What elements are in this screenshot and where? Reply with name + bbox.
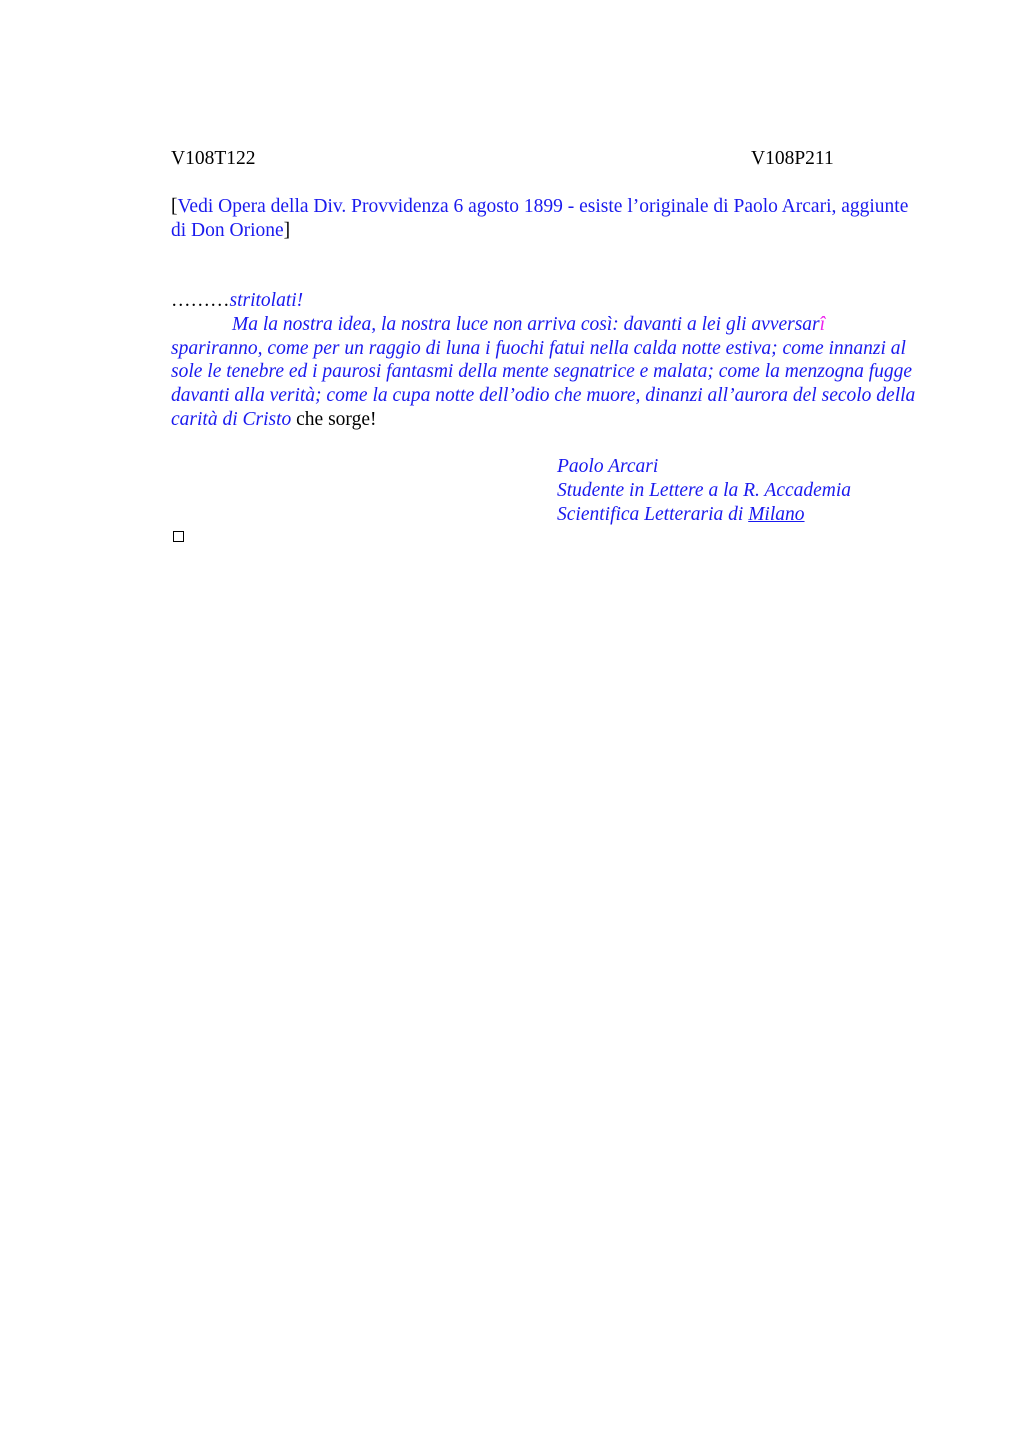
letter-body [171,289,916,432]
end-marker-box-icon [173,531,184,542]
editorial-note [171,195,911,242]
opening-line [171,289,916,313]
document-code-left: V108T122 [171,148,256,169]
signature-line-2: Studente in Lettere a la R. Accademia [557,479,852,501]
signature-name: Paolo Arcari [557,456,659,477]
paragraph-marked-char: î [819,313,826,335]
note-close-bracket: ] [283,219,291,241]
signature-block [557,455,851,526]
opening-ellipsis: ……… [171,290,230,311]
main-paragraph [171,313,916,432]
signature-line-3-prefix: Scientifica Letteraria di [557,503,749,525]
signature-line-3 [557,503,851,527]
note-text: Vedi Opera della Div. Provvidenza 6 agosto 1899 - esiste l’originale di Paolo Arcari, aggiunte di Don Orione [171,196,909,241]
paragraph-main-text: Ma la nostra idea, la nostra luce non arriva così: davanti a lei gli avversar [232,313,820,335]
opening-word: stritolati! [229,290,304,311]
milano-link[interactable]: Milano [748,503,805,525]
document-code-right: V108P211 [751,148,834,169]
paragraph-tail-text: che sorge! [291,408,377,430]
note-open-bracket: [ [171,196,178,217]
paragraph-rest-text: spariranno, come per un raggio di luna i fuochi fatui nella calda notte estiva; come innanzi al sole le tenebre ed i paurosi fantasmi della mente segnatrice e malata; come la menzogna fugge davanti alla verità; come la cupa notte dell’odio che muore, dinanzi all’aurora del secolo della carità di Cristo [171,337,916,430]
